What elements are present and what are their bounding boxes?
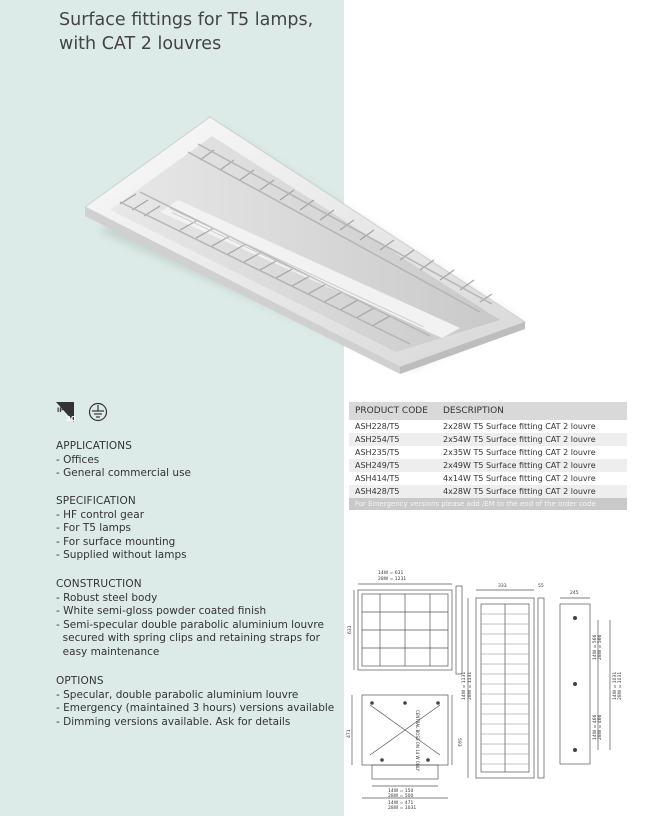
construction-item: secured with spring clips and retaining straps for: [56, 632, 320, 645]
fixing-point-icon: [436, 701, 440, 705]
construction-item: - White semi-gloss powder coated finish: [56, 605, 267, 618]
ip-letters: IP: [57, 407, 64, 414]
applications-section: [56, 440, 191, 481]
options-heading: OPTIONS: [56, 675, 104, 687]
description-cell: 4x28W T5 Surface fitting CAT 2 louvre: [443, 487, 596, 496]
dim-right-14w-466: 14W = 466: [593, 714, 598, 740]
options-item: - Emergency (maintained 3 hours) versions available: [56, 702, 335, 715]
product-code-cell: ASH414/T5: [355, 474, 400, 483]
description-cell: 4x14W T5 Surface fitting CAT 2 louvre: [443, 474, 596, 483]
dim-bottom-28w-1031: 28W = 1031: [388, 806, 417, 811]
description-cell: 2x28W T5 Surface fitting CAT 2 louvre: [443, 422, 596, 431]
dim-right-28w-1031: 28W = 1031: [618, 671, 623, 700]
description-cell: 2x35W T5 Surface fitting CAT 2 louvre: [443, 448, 596, 457]
construction-item: - Robust steel body: [56, 591, 158, 604]
dim-right-28w-466: 28W = 466: [598, 714, 603, 740]
product-code-cell: ASH235/T5: [355, 448, 400, 457]
dim-right-28w-566: 28W = 566: [598, 634, 603, 660]
options-section: [56, 675, 334, 729]
construction-item: easy maintenance: [56, 645, 160, 658]
table-row: [349, 433, 627, 446]
fixing-point-icon: [573, 682, 577, 686]
applications-item: - General commercial use: [56, 467, 192, 480]
description-cell: 2x54W T5 Surface fitting CAT 2 louvre: [443, 435, 596, 444]
specification-section: [56, 495, 187, 563]
title-line-1: Surface fittings for T5 lamps,: [59, 10, 314, 30]
dim-top-28w: 28W = 1231: [378, 577, 407, 582]
dim-side-631: 631: [348, 625, 353, 634]
column-header-product-code: PRODUCT CODE: [355, 406, 428, 416]
ip-number: 20: [66, 415, 76, 423]
table-row: [349, 459, 627, 472]
page-title: [59, 8, 359, 56]
product-code-cell: ASH254/T5: [355, 435, 400, 444]
dim-55: 55: [538, 584, 544, 589]
applications-item: - Offices: [56, 453, 100, 466]
product-code-cell: ASH249/T5: [355, 461, 400, 470]
emergency-note: For Emergency versions please add /EM to the end of the order code: [355, 500, 596, 508]
construction-section: [56, 578, 324, 660]
table-row: [349, 420, 627, 433]
specification-item: - Supplied without lamps: [56, 549, 187, 562]
technical-drawing: [348, 560, 638, 810]
table-row: [349, 446, 627, 459]
table-header-row: [349, 402, 627, 420]
specification-item: - For surface mounting: [56, 535, 176, 548]
fixing-point-icon: [403, 701, 407, 705]
ip-rating-icons: [56, 400, 116, 424]
product-code-cell: ASH428/T5: [355, 487, 400, 496]
dim-bottom-14w-471: 14W = 471: [388, 801, 414, 806]
applications-heading: APPLICATIONS: [56, 440, 132, 452]
specification-item: - For T5 lamps: [56, 522, 132, 535]
product-photo: [80, 112, 540, 372]
fixing-point-icon: [380, 758, 384, 762]
fixing-point-icon: [370, 701, 374, 705]
construction-item: - Semi-specular double parabolic aluminium louvre: [56, 618, 324, 631]
dim-333: 333: [498, 584, 507, 589]
dim-right-14w-566: 14W = 566: [593, 634, 598, 660]
dim-mid-28w: 28W = 1131: [468, 671, 473, 700]
specification-heading: SPECIFICATION: [56, 495, 136, 507]
fixing-point-icon: [573, 748, 577, 752]
dim-top-14w: 14W = 631: [378, 571, 404, 576]
earth-ground-icon: [90, 404, 107, 421]
dim-bottom-14w-150: 14W = 150: [388, 789, 414, 794]
dim-right-14w-1031: 14W = 1031: [613, 671, 618, 700]
table-row: [349, 485, 627, 498]
specification-item: - HF control gear: [56, 508, 145, 521]
fixing-point-icon: [426, 758, 430, 762]
product-code-cell: ASH228/T5: [355, 422, 400, 431]
product-table: [349, 402, 627, 510]
options-item: - Specular, double parabolic aluminium louvre: [56, 688, 299, 701]
dim-right-593: 593: [456, 738, 461, 747]
description-cell: 2x49W T5 Surface fitting CAT 2 louvre: [443, 461, 596, 470]
construction-heading: CONSTRUCTION: [56, 578, 142, 590]
fixing-point-icon: [573, 616, 577, 620]
dim-mid-14w: 14W = 1131: [462, 671, 467, 700]
title-line-2: with CAT 2 louvres: [59, 34, 222, 54]
dim-left-471: 471: [347, 729, 352, 738]
table-note-row: [349, 498, 627, 510]
options-item: - Dimming versions available. Ask for details: [56, 715, 291, 728]
dim-bottom-28w-500: 28W = 500: [388, 794, 414, 799]
dim-245: 245: [570, 591, 579, 596]
column-header-description: DESCRIPTION: [443, 406, 504, 416]
central-boss-label: CENTRAL BOSS ON 14 W ONLY: [415, 710, 420, 772]
table-row: [349, 472, 627, 485]
